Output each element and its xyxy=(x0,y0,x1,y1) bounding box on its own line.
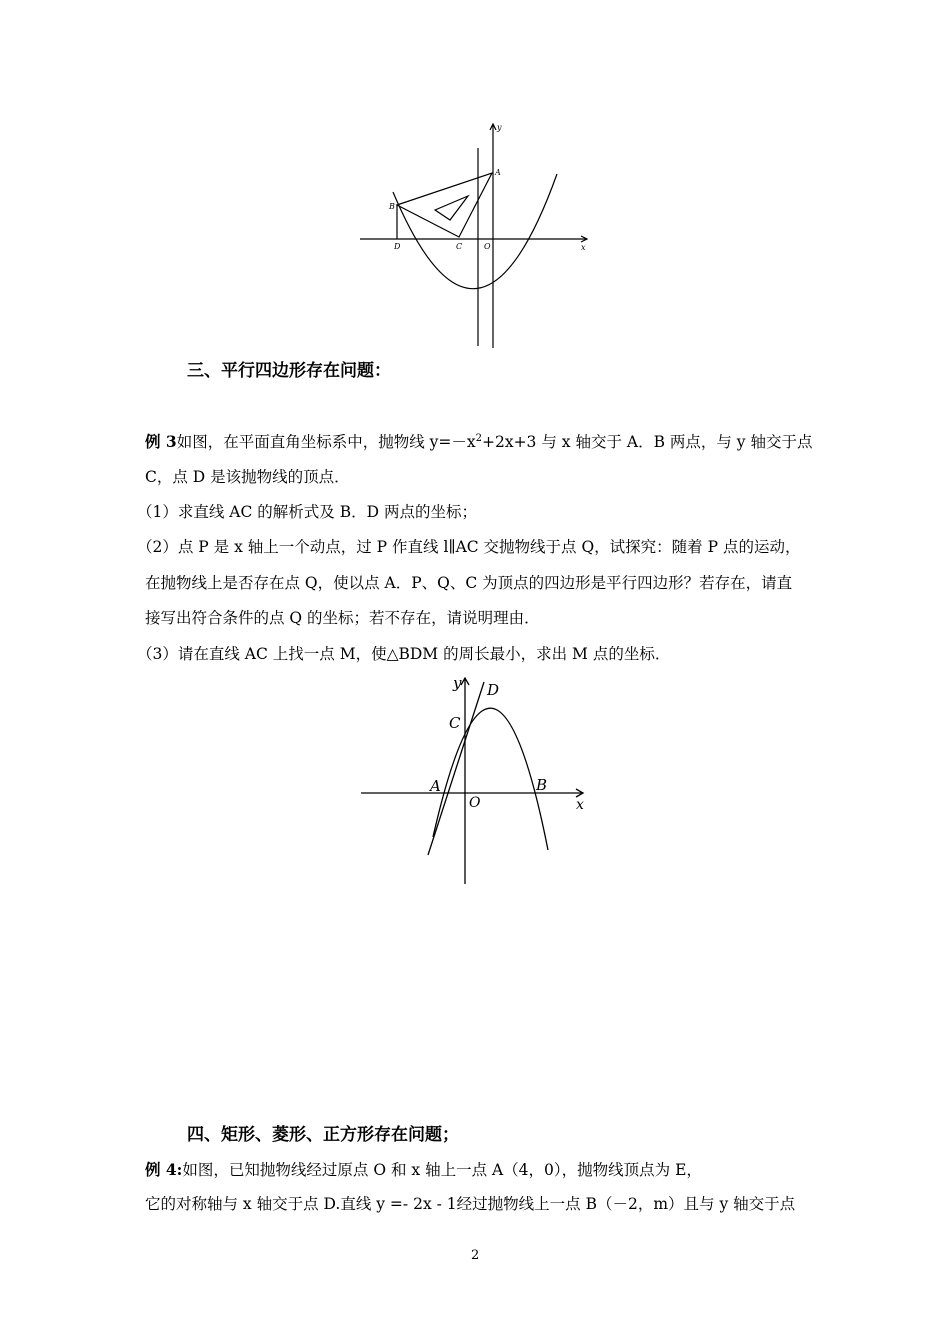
fig1-label-b: B xyxy=(389,202,395,211)
fig2-label-d: D xyxy=(487,681,500,699)
fig2-label-x: x xyxy=(576,797,584,813)
fig1-label-c: C xyxy=(456,242,463,251)
line-ac xyxy=(428,682,484,855)
example-3-question-2-line-2: 在抛物线上是否存在点 Q，使以点 A．P、Q、C 为顶点的四边形是平行四边形？若存在，请直 xyxy=(145,574,793,592)
example-3-question-2-line-1: （2）点 P 是 x 轴上一个动点，过 P 作直线 l∥AC 交抛物线于点 Q，试探究：随着 P 点的运动， xyxy=(137,538,801,556)
figure-2 xyxy=(355,672,595,890)
fig2-label-c: C xyxy=(449,714,461,732)
fig1-label-a: A xyxy=(495,168,501,177)
example-3-question-3: （3）请在直线 AC 上找一点 M，使△BDM 的周长最小，求出 M 点的坐标． xyxy=(137,645,671,663)
fig1-label-o: O xyxy=(484,242,491,251)
example-3-text-b: +2x+3 与 x 轴交于 A．B 两点，与 y 轴交于点 xyxy=(481,433,813,451)
example-4-label: 例 4: xyxy=(145,1160,183,1179)
fig2-label-y: y xyxy=(453,674,462,692)
figure-1 xyxy=(355,118,595,350)
example-3-question-1: （1）求直线 AC 的解析式及 B．D 两点的坐标； xyxy=(137,503,477,521)
fig2-label-a: A xyxy=(430,777,441,795)
example-3-superscript: 2 xyxy=(475,433,482,444)
fig1-label-x: x xyxy=(581,243,586,252)
section-3-heading: 三、平行四边形存在问题： xyxy=(187,361,391,381)
example-4-line-2: 它的对称轴与 x 轴交于点 D.直线 y =- 2x - 1经过抛物线上一点 B（－2，m）且与 y 轴交于点 xyxy=(145,1195,796,1213)
example-3-text-a: 如图，在平面直角坐标系中，抛物线 y=－x xyxy=(176,433,476,451)
example-3-question-2-line-3: 接写出符合条件的点 Q 的坐标；若不存在，请说明理由． xyxy=(145,609,540,627)
fig1-label-y: y xyxy=(497,123,502,132)
fig1-label-d: D xyxy=(394,242,401,251)
triangle-inner xyxy=(435,196,468,220)
fig2-label-o: O xyxy=(469,795,481,811)
parabola xyxy=(393,174,557,289)
example-4-line-1 xyxy=(145,1162,702,1179)
fig2-label-b: B xyxy=(536,776,548,794)
section-4-heading: 四、矩形、菱形、正方形存在问题； xyxy=(187,1125,459,1145)
page-number: 2 xyxy=(471,1248,480,1263)
example-3-label: 例 3 xyxy=(145,432,177,451)
example-3-line-1 xyxy=(145,434,813,451)
example-3-line-2: C，点 D 是该抛物线的顶点． xyxy=(145,468,350,486)
example-4-text: 如图，已知抛物线经过原点 O 和 x 轴上一点 A（4，0），抛物线顶点为 E， xyxy=(182,1161,702,1179)
